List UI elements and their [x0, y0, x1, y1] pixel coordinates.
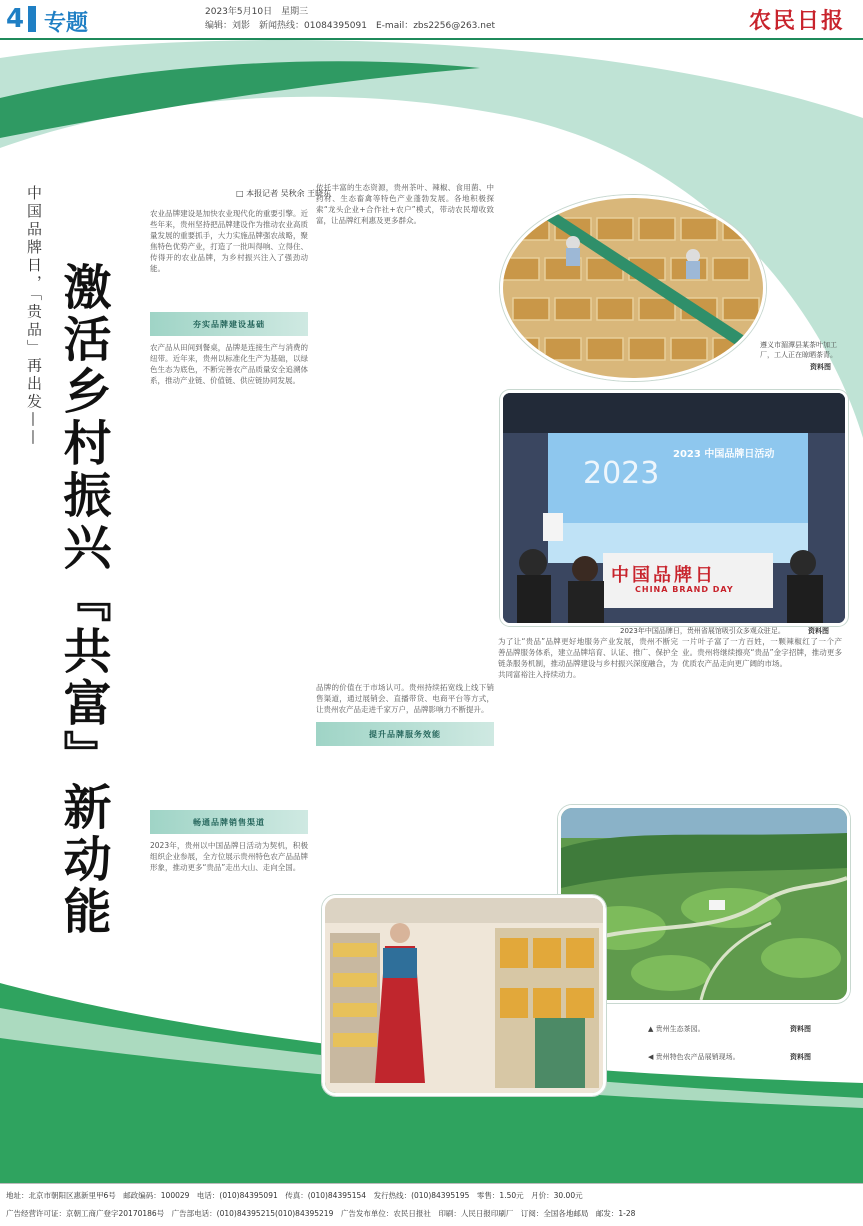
article-byline: □ 本报记者 吴秋余 王晓东: [236, 189, 332, 198]
body-column-4: 一片叶子富了一方百姓，一颗辣椒红了一个产业。贵州将继续擦亮“贵品”金字招牌，推动更多优质农产品走向更广阔的市场。: [682, 637, 842, 668]
photo-credit-2: 资料图: [808, 627, 829, 635]
photo-caption-3: ▲ 贵州生态茶园。: [648, 1025, 705, 1033]
section-heading-1: 夯实品牌建设基础: [150, 312, 308, 336]
page-footer: [0, 1183, 863, 1226]
body-column-2-middle: 品牌的价值在于市场认可。贵州持续拓宽线上线下销售渠道，通过展销会、直播带货、电商平台等方式，让贵州农产品走进千家万户，品牌影响力不断提升。: [316, 683, 494, 714]
svg-text:2023: 2023: [583, 456, 660, 491]
photo-credit-4: 资料图: [790, 1053, 811, 1061]
photo-caption-2: 2023年中国品牌日，贵州省展馆吸引众多观众驻足。: [620, 627, 785, 635]
body-column-1-bottom: 2023年，贵州以中国品牌日活动为契机，积极组织企业参展，全方位展示贵州特色农产品品牌形象，推动更多“贵品”走出大山、走向全国。: [150, 841, 308, 872]
section-heading-2: 畅通品牌销售渠道: [150, 810, 308, 834]
product-store-photo: [322, 895, 606, 1096]
page-header: [0, 0, 863, 40]
photo-credit-1: 资料图: [810, 363, 831, 371]
brand-day-stage-photo: [500, 390, 848, 626]
body-column-3: 为了让“贵品”品牌更好地服务产业发展，贵州不断完善品牌服务体系，建立品牌培育、认证、推广、保护全链条服务机制，推动品牌建设与乡村振兴深度融合，为共同富裕注入持续动力。: [498, 637, 678, 679]
footer-line-2: 广告经营许可证：京朝工商广登字20170186号 广告部电话：(010)84395215(010)84395219 广告发布单位：农民日报社 印刷：人民日报印刷厂 订阅：全国各地邮局 邮发：1-28: [6, 1209, 636, 1218]
body-column-1-top: 农业品牌建设是加快农业现代化的重要引擎。近些年来，贵州坚持把品牌建设作为推动农业高质量发展的重要抓手，大力实施品牌强农战略，聚焦特色优势产业，打造了一批叫得响、立得住、传得开的农业品牌，为乡村振兴注入了强劲动能。: [150, 209, 308, 273]
footer-line-1: 地址：北京市朝阳区惠新里甲6号 邮政编码：100029 电话：(010)84395091 传真：(010)84395154 发行热线：(010)84395195 零售：1.50元 月价：30.00元: [6, 1191, 583, 1200]
issue-date: 2023年5月10日 星期三: [205, 7, 309, 17]
section-name: 专题: [44, 11, 89, 36]
header-accent-bar: [28, 6, 36, 32]
photo-credit-3: 资料图: [790, 1025, 811, 1033]
tea-drying-photo: [500, 195, 766, 381]
article-subtitle: 中国品牌日，「贵品」再出发——: [25, 185, 43, 448]
section-heading-3: 提升品牌服务效能: [316, 722, 494, 746]
editor-info: 编辑：刘影 新闻热线：01084395091 E-mail：zbs2256@263.net: [205, 21, 496, 31]
stage-sign-title: 中国品牌日: [611, 565, 716, 586]
photo-caption-1: 遵义市湄潭县某茶叶加工厂，工人正在晾晒茶青。: [760, 341, 837, 359]
article-title: 激活乡村振兴『共富』新动能: [55, 262, 111, 938]
body-column-1-middle: 农产品从田间到餐桌，品牌是连接生产与消费的纽带。近年来，贵州以标准化生产为基础，以绿色生态为底色，不断完善农产品质量安全追溯体系，推动产业链、价值链、供应链协同发展。: [150, 343, 308, 385]
body-column-2-top: 依托丰富的生态资源，贵州茶叶、辣椒、食用菌、中药材、生态畜禽等特色产业蓬勃发展。各地积极探索“龙头企业+合作社+农户”模式，带动农民增收致富，让品牌红利惠及更多群众。: [316, 183, 494, 225]
stage-sign-english: CHINA BRAND DAY: [635, 585, 734, 594]
page-number: 4: [6, 4, 25, 34]
newspaper-masthead: 农民日报: [748, 8, 845, 34]
stage-banner-title: 2023 中国品牌日活动: [673, 449, 775, 460]
photo-caption-4: ◀ 贵州特色农产品展销现场。: [648, 1053, 740, 1061]
